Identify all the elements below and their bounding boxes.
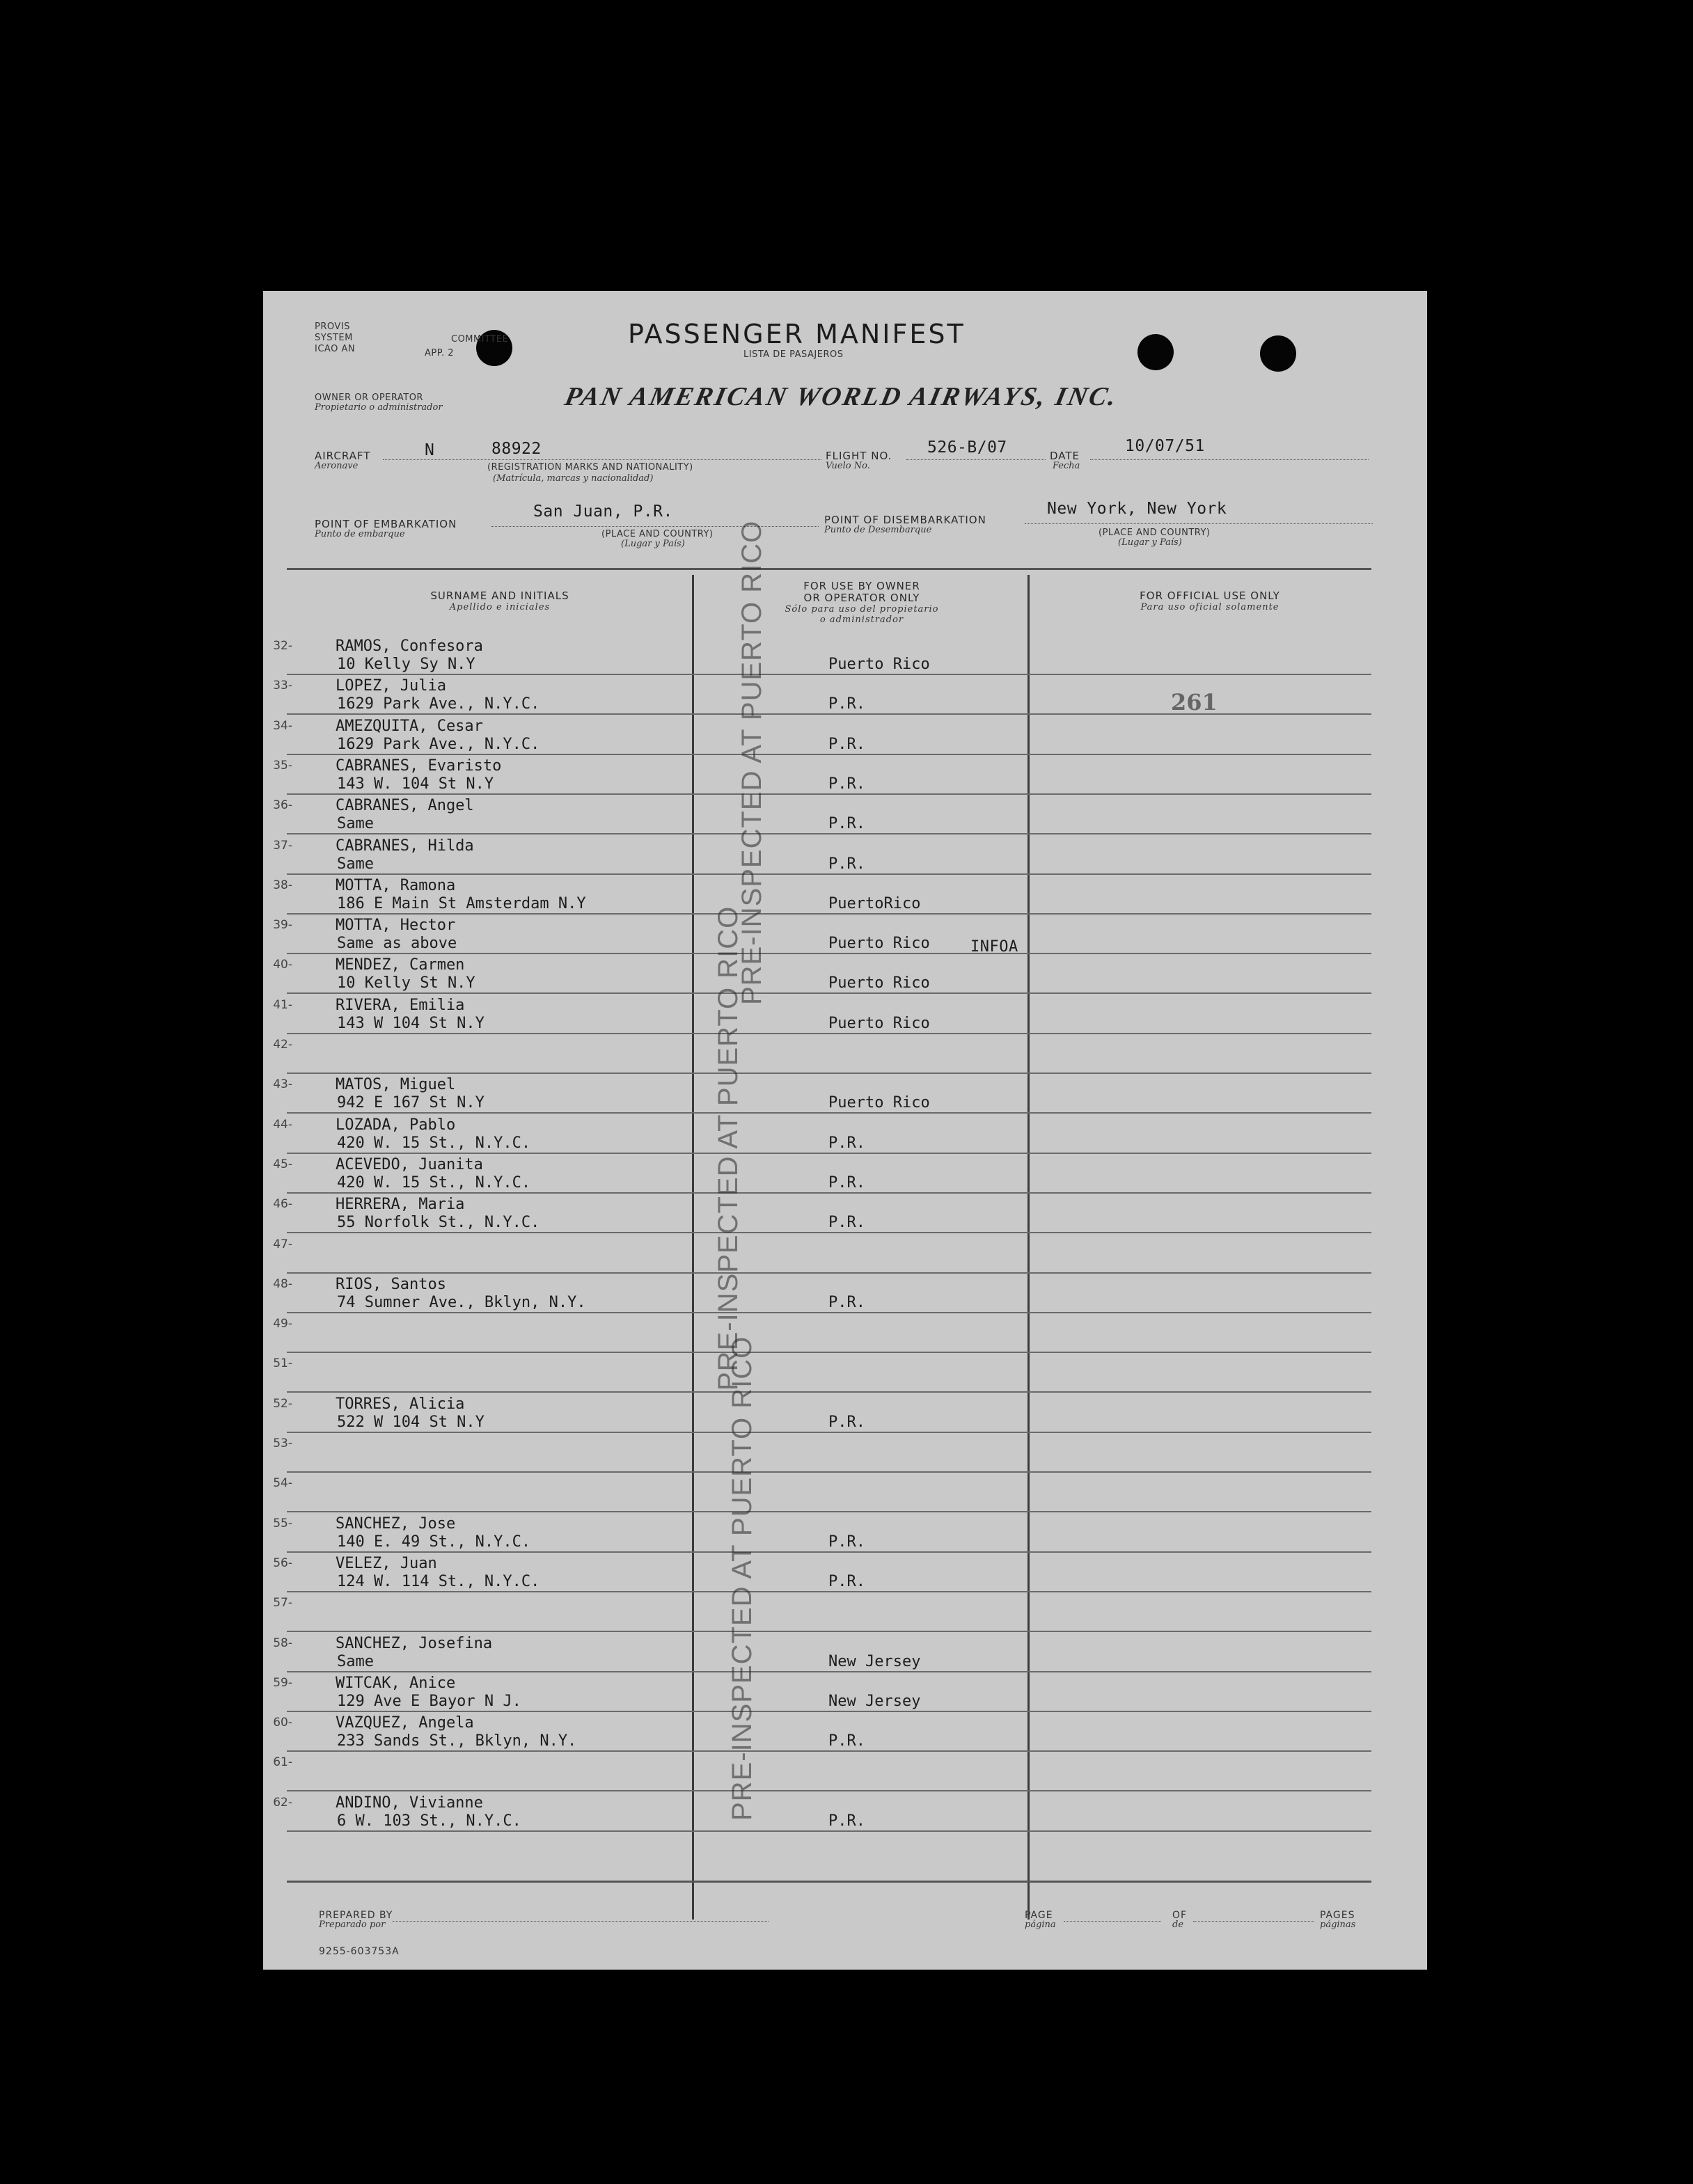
passenger-origin: P.R.	[828, 1572, 865, 1590]
passenger-address: 10 Kelly Sy N.Y	[337, 656, 475, 673]
row-divider	[287, 1711, 1371, 1712]
passenger-name: MOTTA, Hector	[336, 917, 456, 935]
row-number: 51-	[273, 1356, 292, 1371]
passenger-origin: P.R.	[828, 1214, 865, 1232]
punch-hole	[1137, 334, 1174, 370]
row-divider	[287, 1352, 1371, 1353]
inspection-stamp: PRE-INSPECTED AT PUERTO RICO	[727, 1336, 757, 1821]
company-name: PAN AMERICAN WORLD AIRWAYS, INC.	[562, 382, 1121, 411]
disembark-label: POINT OF DISEMBARKATION	[824, 514, 986, 526]
passenger-address: 55 Norfolk St., N.Y.C.	[337, 1214, 540, 1232]
row-number: 62-	[273, 1795, 292, 1810]
passenger-name: RIVERA, Emilia	[336, 996, 465, 1014]
passenger-origin: P.R.	[828, 1533, 865, 1551]
official-number: 261	[1171, 689, 1218, 715]
row-divider	[287, 1432, 1371, 1433]
row-number: 32-	[273, 639, 292, 653]
passenger-address: 1629 Park Ave., N.Y.C.	[337, 735, 540, 753]
passenger-origin: Puerto Rico	[828, 935, 930, 953]
passenger-origin: P.R.	[828, 1413, 865, 1431]
passenger-name: LOPEZ, Julia	[336, 677, 446, 695]
row-number: 52-	[273, 1396, 292, 1411]
passenger-origin: Puerto Rico	[828, 974, 930, 992]
passenger-origin: P.R.	[828, 1732, 865, 1750]
row-number: 41-	[273, 997, 292, 1012]
passenger-name: SANCHEZ, Josefina	[336, 1634, 493, 1652]
row-divider	[287, 1750, 1371, 1752]
infoa-mark: INFOA	[970, 938, 1018, 956]
passenger-address: 420 W. 15 St., N.Y.C.	[337, 1173, 531, 1192]
disembark-place-note: (PLACE AND COUNTRY)	[1099, 528, 1211, 538]
disembark-place-note-es: (Lugar y País)	[1118, 537, 1182, 548]
row-divider	[287, 1153, 1371, 1154]
row-number: 46-	[273, 1197, 292, 1212]
row-number: 47-	[273, 1237, 292, 1251]
col-surname-label-es: Apellido e iniciales	[449, 602, 551, 612]
passenger-name: ACEVEDO, Juanita	[336, 1155, 483, 1173]
row-divider	[287, 1830, 1371, 1832]
passenger-name: RIOS, Santos	[336, 1275, 446, 1293]
passenger-address: 143 W. 104 St N.Y	[337, 775, 494, 793]
passenger-address: Same	[337, 1652, 374, 1670]
passenger-name: SANCHEZ, Jose	[336, 1514, 456, 1533]
passenger-origin: PuertoRico	[828, 894, 921, 912]
row-divider	[287, 1511, 1371, 1512]
row-number: 38-	[273, 878, 292, 892]
row-divider	[287, 1112, 1371, 1114]
manifest-sheet	[263, 291, 1427, 1970]
header-rule	[287, 568, 1371, 570]
passenger-address: 129 Ave E Bayor N J.	[337, 1692, 521, 1710]
aircraft-label-es: Aeronave	[315, 461, 359, 471]
row-number: 35-	[273, 758, 292, 773]
passenger-name: RAMOS, Confesora	[336, 638, 483, 655]
disembark-line	[1025, 523, 1373, 524]
form-number: 9255-603753A	[319, 1946, 400, 1957]
passenger-address: Same	[337, 815, 374, 833]
row-divider	[287, 873, 1371, 875]
date-line	[1090, 459, 1369, 460]
of-line	[1193, 1921, 1314, 1922]
passenger-address: 124 W. 114 St., N.Y.C.	[337, 1572, 540, 1590]
page-label-es: página	[1025, 1920, 1056, 1930]
pages-label: PAGES	[1320, 1910, 1355, 1921]
col-owner-line-2: OR OPERATOR ONLY	[803, 592, 920, 604]
passenger-origin: P.R.	[828, 695, 865, 713]
col-official-label-es: Para uso oficial solamente	[1140, 602, 1279, 612]
passenger-address: 74 Sumner Ave., Bklyn, N.Y.	[337, 1293, 586, 1311]
punch-hole	[1260, 335, 1296, 372]
row-number: 43-	[273, 1077, 292, 1092]
row-divider	[287, 1073, 1371, 1074]
row-number: 33-	[273, 679, 292, 693]
row-divider	[287, 1591, 1371, 1592]
passenger-origin: P.R.	[828, 775, 865, 793]
row-divider	[287, 1671, 1371, 1672]
page-label: PAGE	[1025, 1910, 1053, 1921]
col-owner-es-2: o administrador	[819, 615, 904, 625]
approval-committee: COMMITTEE	[451, 334, 509, 345]
prepared-by-label-es: Preparado por	[319, 1920, 386, 1930]
passenger-origin: P.R.	[828, 1812, 865, 1830]
col-official-label: FOR OFFICIAL USE ONLY	[1140, 589, 1280, 602]
row-divider	[287, 674, 1371, 675]
of-label: OF	[1172, 1910, 1188, 1921]
registration-note-es: (Matrícula, marcas y nacionalidad)	[493, 473, 654, 484]
row-divider	[287, 913, 1371, 915]
row-number: 49-	[273, 1317, 292, 1331]
owner-label-es: Propietario o administrador	[315, 402, 443, 413]
col-owner-heading	[737, 580, 987, 625]
passenger-name: MOTTA, Ramona	[336, 876, 456, 894]
passenger-name: MENDEZ, Carmen	[336, 956, 465, 974]
row-number: 45-	[273, 1157, 292, 1171]
flight-label-es: Vuelo No.	[826, 461, 870, 471]
passenger-address: 143 W 104 St N.Y	[337, 1014, 485, 1032]
passenger-name: ANDINO, Vivianne	[336, 1794, 483, 1812]
passenger-address: Same	[337, 855, 374, 873]
passenger-origin: Puerto Rico	[828, 1094, 930, 1112]
passenger-address: 140 E. 49 St., N.Y.C.	[337, 1533, 531, 1551]
row-divider	[287, 1312, 1371, 1313]
passenger-address: 1629 Park Ave., N.Y.C.	[337, 695, 540, 713]
row-divider	[287, 754, 1371, 755]
embark-line	[491, 526, 819, 527]
col-official-heading	[1085, 590, 1335, 612]
row-divider	[287, 833, 1371, 834]
embark-label-es: Punto de embarque	[315, 529, 405, 539]
passenger-origin: P.R.	[828, 855, 865, 873]
flight-value: 526-B/07	[927, 438, 1007, 457]
pages-label-es: páginas	[1320, 1920, 1356, 1930]
col-owner-es-1: Sólo para uso del propietario	[785, 604, 939, 615]
passenger-name: LOZADA, Pablo	[336, 1116, 456, 1134]
date-value: 10/07/51	[1125, 437, 1205, 455]
passenger-address: 420 W. 15 St., N.Y.C.	[337, 1134, 531, 1152]
embark-place-note-es: (Lugar y País)	[621, 539, 685, 549]
row-divider	[287, 1551, 1371, 1553]
row-divider	[287, 1391, 1371, 1393]
passenger-address: Same as above	[337, 935, 457, 953]
passenger-name: VAZQUEZ, Angela	[336, 1714, 474, 1732]
row-number: 60-	[273, 1716, 292, 1730]
col-surname-heading	[375, 590, 625, 612]
aircraft-line	[383, 459, 821, 460]
row-number: 54-	[273, 1476, 292, 1491]
row-number: 42-	[273, 1038, 292, 1052]
passenger-name: VELEZ, Juan	[336, 1554, 437, 1572]
passenger-name: CABRANES, Angel	[336, 797, 474, 815]
row-divider	[287, 1631, 1371, 1632]
passenger-name: AMEZQUITA, Cesar	[336, 717, 483, 735]
row-divider	[287, 1033, 1371, 1034]
prepared-by-line	[393, 1921, 769, 1922]
row-number: 57-	[273, 1596, 292, 1611]
disembark-label-es: Punto de Desembarque	[824, 525, 932, 535]
row-number: 36-	[273, 798, 292, 813]
passenger-address: 233 Sands St., Bklyn, N.Y.	[337, 1732, 577, 1750]
aircraft-value: 88922	[491, 440, 542, 458]
row-divider	[287, 1790, 1371, 1791]
row-number: 48-	[273, 1276, 292, 1291]
passenger-origin: New Jersey	[828, 1652, 921, 1670]
aircraft-label: AIRCRAFT	[315, 450, 371, 462]
embark-place-note: (PLACE AND COUNTRY)	[601, 529, 714, 539]
disembark-value: New York, New York	[1047, 500, 1227, 518]
column-divider-1	[692, 575, 694, 1920]
of-label-es: de	[1172, 1920, 1184, 1930]
passenger-address: 10 Kelly St N.Y	[337, 974, 475, 992]
col-owner-line-1: FOR USE BY OWNER	[803, 580, 920, 592]
inspection-stamp: PRE-INSPECTED AT PUERTO RICO	[713, 905, 743, 1391]
passenger-origin: New Jersey	[828, 1692, 921, 1710]
passenger-name: MATOS, Miguel	[336, 1076, 456, 1094]
embark-label: POINT OF EMBARKATION	[315, 518, 457, 530]
passenger-address: 522 W 104 St N.Y	[337, 1413, 485, 1431]
approval-line-3: ICAO AN	[315, 344, 356, 354]
row-divider	[287, 1232, 1371, 1233]
row-number: 61-	[273, 1755, 292, 1770]
form-title-es: LISTA DE PASAJEROS	[743, 349, 844, 360]
prepared-by-label: PREPARED BY	[319, 1910, 393, 1921]
col-surname-label: SURNAME AND INITIALS	[430, 589, 569, 602]
passenger-address: 6 W. 103 St., N.Y.C.	[337, 1812, 521, 1830]
footer-rule	[287, 1881, 1371, 1883]
owner-label: OWNER OR OPERATOR	[315, 393, 423, 403]
passenger-origin: P.R.	[828, 1134, 865, 1152]
passenger-name: WITCAK, Anice	[336, 1674, 456, 1692]
passenger-origin: Puerto Rico	[828, 656, 930, 673]
row-number: 59-	[273, 1675, 292, 1690]
row-number: 39-	[273, 918, 292, 933]
row-divider	[287, 1471, 1371, 1473]
row-divider	[287, 1192, 1371, 1194]
row-divider	[287, 992, 1371, 994]
approval-line-1: PROVIS	[315, 322, 350, 332]
row-number: 44-	[273, 1117, 292, 1132]
inspection-stamp: PRE-INSPECTED AT PUERTO RICO	[737, 520, 767, 1005]
form-title: PASSENGER MANIFEST	[628, 319, 966, 349]
aircraft-prefix: N	[425, 441, 435, 459]
row-number: 55-	[273, 1516, 292, 1530]
registration-note: (REGISTRATION MARKS AND NATIONALITY)	[487, 462, 693, 473]
passenger-origin: P.R.	[828, 1293, 865, 1311]
passenger-origin: P.R.	[828, 815, 865, 833]
passenger-address: 942 E 167 St N.Y	[337, 1094, 485, 1112]
row-divider	[287, 793, 1371, 795]
passenger-name: TORRES, Alicia	[336, 1395, 465, 1413]
passenger-origin: P.R.	[828, 735, 865, 753]
row-number: 37-	[273, 838, 292, 853]
approval-app: APP. 2	[425, 348, 455, 358]
passenger-origin: P.R.	[828, 1173, 865, 1192]
passenger-name: HERRERA, Maria	[336, 1196, 465, 1214]
passenger-name: CABRANES, Evaristo	[336, 757, 502, 775]
passenger-origin: Puerto Rico	[828, 1014, 930, 1032]
row-number: 34-	[273, 718, 292, 733]
row-divider	[287, 1272, 1371, 1274]
approval-line-2: SYSTEM	[315, 333, 353, 343]
page-line	[1064, 1921, 1161, 1922]
row-number: 53-	[273, 1437, 292, 1450]
row-number: 40-	[273, 958, 292, 972]
embark-value: San Juan, P.R.	[533, 503, 673, 521]
date-label-es: Fecha	[1053, 461, 1080, 471]
row-number: 58-	[273, 1636, 292, 1650]
passenger-address: 186 E Main St Amsterdam N.Y	[337, 894, 586, 912]
flight-line	[906, 459, 1046, 460]
row-divider	[287, 953, 1371, 954]
row-number: 56-	[273, 1556, 292, 1570]
column-divider-2	[1027, 575, 1030, 1920]
passenger-name: CABRANES, Hilda	[336, 837, 474, 855]
flight-label: FLIGHT NO.	[826, 450, 892, 462]
date-label: DATE	[1050, 450, 1080, 462]
